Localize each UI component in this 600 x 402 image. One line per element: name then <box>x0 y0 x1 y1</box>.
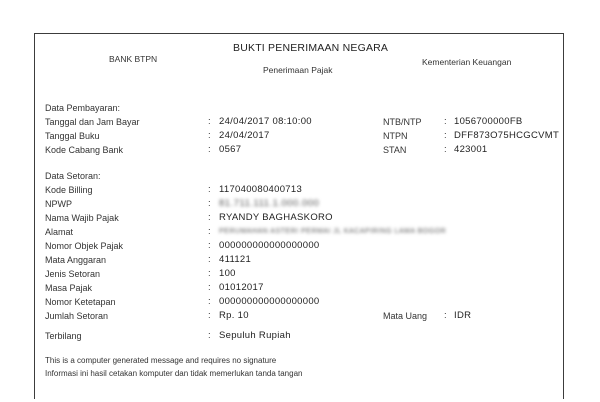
section-pembayaran: Data Pembayaran: <box>45 103 121 113</box>
field-value: 117040080400713 <box>219 184 303 195</box>
field-label: Nomor Ketetapan <box>45 297 116 307</box>
colon: : <box>208 212 211 223</box>
field-label: NTPN <box>383 131 408 141</box>
field-label: Kode Cabang Bank <box>45 145 124 155</box>
colon: : <box>444 144 447 155</box>
receipt-title: BUKTI PENERIMAAN NEGARA <box>233 42 389 54</box>
colon: : <box>208 296 211 307</box>
bank-name: BANK BTPN <box>109 54 158 64</box>
currency-value: IDR <box>454 310 472 321</box>
field-value: 000000000000000000 <box>219 240 320 251</box>
colon: : <box>208 144 211 155</box>
field-value: 411121 <box>219 254 252 265</box>
field-value-redacted: PERUMAHAN ASTERI PERMAI JL KACAPIRING LAMA BOGOR <box>219 228 447 235</box>
receipt-subtitle: Penerimaan Pajak <box>263 65 333 75</box>
field-label: Nomor Objek Pajak <box>45 241 124 251</box>
field-value: 01012017 <box>219 282 264 293</box>
field-value: DFF873O75HCGCVMT <box>454 130 560 141</box>
colon: : <box>444 130 447 141</box>
colon: : <box>208 310 211 321</box>
field-label: NTB/NTP <box>383 117 422 127</box>
field-value: 000000000000000000 <box>219 296 320 307</box>
colon: : <box>208 226 211 237</box>
colon: : <box>208 330 211 341</box>
colon: : <box>208 268 211 279</box>
field-label: Masa Pajak <box>45 283 93 293</box>
field-value: 24/04/2017 08:10:00 <box>219 116 312 127</box>
field-value-redacted: 81.711.111.1.000.000 <box>219 198 320 209</box>
field-label: Terbilang <box>45 331 82 341</box>
note-indonesian: Informasi ini hasil cetakan komputer dan tidak memerlukan tanda tangan <box>45 369 303 378</box>
colon: : <box>208 116 211 127</box>
field-label: Alamat <box>45 227 74 237</box>
field-label: Jumlah Setoran <box>45 311 109 321</box>
field-label: Tanggal Buku <box>45 131 100 141</box>
field-value: RYANDY BAGHASKORO <box>219 212 333 223</box>
colon: : <box>208 240 211 251</box>
field-value: 423001 <box>454 144 488 155</box>
colon: : <box>208 184 211 195</box>
field-label: Tanggal dan Jam Bayar <box>45 117 140 127</box>
field-value: Rp. 10 <box>219 310 249 321</box>
field-value: Sepuluh Rupiah <box>219 330 291 341</box>
field-label: Nama Wajib Pajak <box>45 213 119 223</box>
field-value: 24/04/2017 <box>219 130 270 141</box>
colon: : <box>208 130 211 141</box>
section-setoran: Data Setoran: <box>45 171 101 181</box>
field-label: Mata Anggaran <box>45 255 107 265</box>
field-value: 100 <box>219 268 236 279</box>
field-label: Jenis Setoran <box>45 269 101 279</box>
colon: : <box>208 282 211 293</box>
colon: : <box>444 116 447 127</box>
colon: : <box>208 254 211 265</box>
currency-label: Mata Uang <box>383 311 428 321</box>
colon: : <box>444 310 447 321</box>
field-value: 0567 <box>219 144 242 155</box>
ministry-name: Kementerian Keuangan <box>422 57 512 67</box>
field-label: NPWP <box>45 199 72 209</box>
receipt-document <box>34 33 564 399</box>
field-value: 1056700000FB <box>454 116 523 127</box>
field-label: STAN <box>383 145 407 155</box>
note-english: This is a computer generated message and requires no signature <box>45 356 277 365</box>
field-label: Kode Billing <box>45 185 93 195</box>
colon: : <box>208 198 211 209</box>
